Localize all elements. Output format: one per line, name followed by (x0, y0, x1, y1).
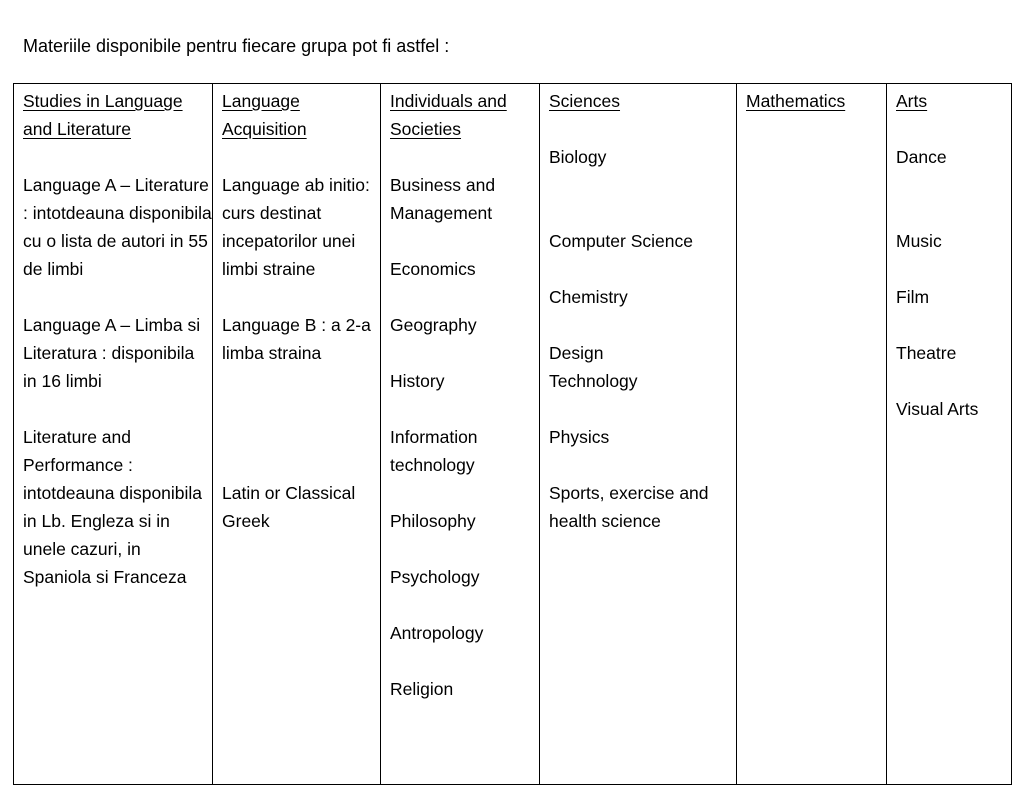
subject-item: Visual Arts (896, 399, 979, 419)
subject-item: Economics (390, 259, 476, 279)
subject-item: Theatre (896, 343, 957, 363)
subject-item: Antropology (390, 623, 484, 643)
subject-item: Language A – Limba si Literatura : disponibila in 16 limbi (23, 315, 201, 391)
subject-item: Chemistry (549, 287, 628, 307)
subjects-table (13, 83, 1012, 785)
subject-item: Design Technology (549, 343, 638, 391)
column-individuals-societies (381, 84, 540, 785)
subject-item: Sports, exercise and health science (549, 483, 709, 531)
subject-item: Biology (549, 147, 607, 167)
subject-item: Information technology (390, 427, 478, 475)
subject-item: Psychology (390, 567, 480, 587)
column-language-acquisition (213, 84, 381, 785)
subject-item: Language ab initio: curs destinat incepatorilor unei limbi straine (222, 175, 370, 279)
subject-item: Philosophy (390, 511, 476, 531)
column-mathematics (737, 84, 887, 785)
subject-item: Management (390, 203, 493, 223)
column-header: Sciences (549, 91, 621, 111)
column-header: Arts (896, 91, 928, 111)
column-sciences (540, 84, 737, 785)
column-header: Mathematics (746, 91, 846, 111)
column-header: Studies in Language and Literature (23, 91, 183, 139)
subject-item-part: Business and (390, 175, 496, 195)
subject-item: Literature and Performance : intotdeauna disponibila in Lb. Engleza si in unele cazuri, in Spaniola si Franceza (23, 427, 203, 587)
subject-item: Film (896, 287, 930, 307)
subject-item: Physics (549, 427, 610, 447)
subject-item: Geography (390, 315, 477, 335)
column-arts (887, 84, 1012, 785)
table-row (14, 84, 1012, 785)
subject-item: Religion (390, 679, 454, 699)
subject-item: Computer Science (549, 231, 693, 251)
subject-item: Language B : a 2-a limba straina (222, 315, 371, 363)
subject-item: Music (896, 231, 942, 251)
column-header: Language Acquisition (222, 91, 307, 139)
subject-item: History (390, 371, 445, 391)
intro-text: Materiile disponibile pentru fiecare grupa pot fi astfel : (23, 36, 450, 56)
column-header: Individuals and Societies (390, 91, 507, 139)
column-language-literature (14, 84, 213, 785)
subject-item: Dance (896, 147, 947, 167)
subject-item: Latin or Classical Greek (222, 483, 356, 531)
subject-item: Language A – Literature : intotdeauna disponibila cu o lista de autori in 55 de limbi (23, 175, 212, 279)
subject-item (390, 171, 539, 199)
